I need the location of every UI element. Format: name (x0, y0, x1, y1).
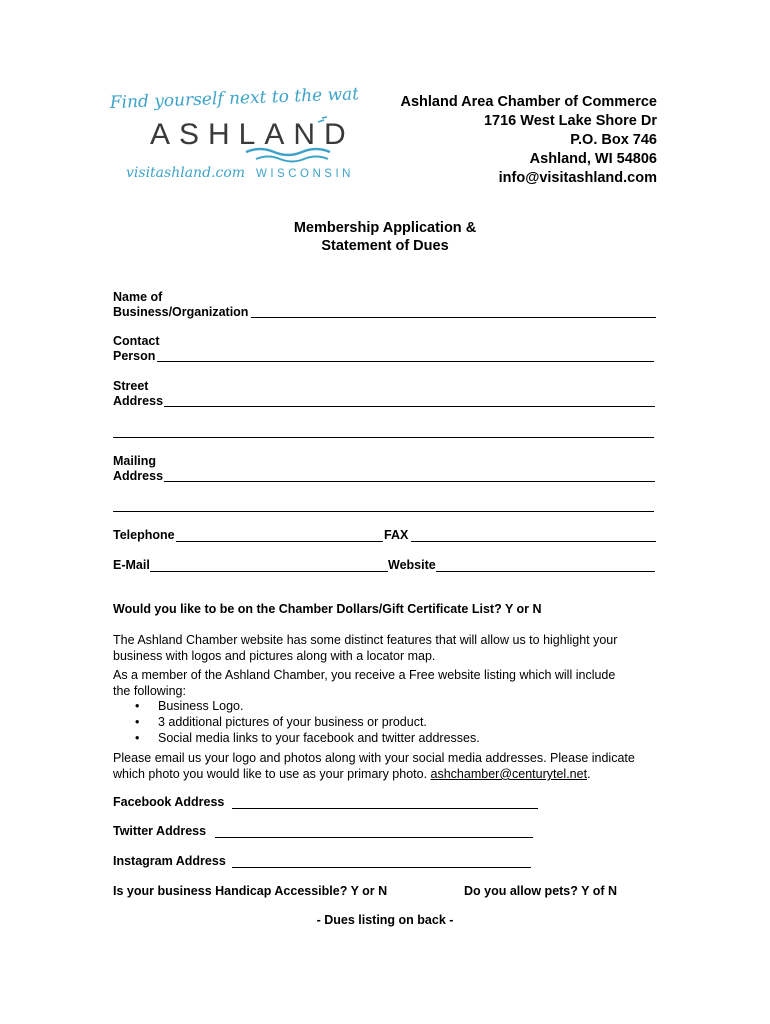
website-features-paragraph: The Ashland Chamber website has some distinct features that will allow us to highlight your business with logos and pictures along with a locator map. (113, 633, 618, 663)
telephone-field[interactable] (176, 541, 383, 542)
fax-field[interactable] (411, 541, 656, 542)
handicap-question: Is your business Handicap Accessible? Y or N (113, 884, 388, 898)
telephone-label: Telephone (113, 528, 175, 542)
page-title (0, 219, 770, 255)
org-city: Ashland, WI 54806 (529, 151, 657, 167)
list-item: • 3 additional pictures of your business or product. (113, 714, 633, 730)
org-street: 1716 West Lake Shore Dr (483, 113, 657, 129)
list-item: • Social media links to your facebook and twitter addresses. (113, 730, 633, 746)
chamber-email-link[interactable]: ashchamber@centurytel.net (430, 767, 588, 781)
org-po-box: P.O. Box 746 (570, 132, 657, 148)
mailing-address-field-2[interactable] (113, 511, 654, 512)
title-line-1: Membership Application & (293, 220, 477, 236)
website-label: Website (388, 558, 436, 572)
mailing-address-label: Mailing Address (113, 454, 164, 483)
logo-state: WISCONSIN (256, 168, 354, 180)
fax-label: FAX (384, 528, 409, 542)
contact-person-label: Contact Person (113, 334, 160, 363)
email-label: E-Mail (113, 558, 150, 572)
title-line-2: Statement of Dues (321, 238, 449, 254)
facebook-field[interactable] (232, 808, 538, 809)
street-address-label: Street Address (113, 379, 164, 408)
business-name-field[interactable] (251, 317, 656, 318)
logo-tagline: Find yourself next to the water. (109, 86, 358, 113)
org-email: info@visitashland.com (498, 170, 657, 186)
list-item: • Business Logo. (113, 698, 633, 714)
instagram-field[interactable] (232, 867, 531, 868)
logo-url: visitashland.com (126, 165, 246, 181)
twitter-field[interactable] (215, 837, 533, 838)
benefits-list (113, 698, 633, 746)
gift-certificate-question: Would you like to be on the Chamber Dollars/Gift Certificate List? Y or N (113, 602, 542, 616)
instagram-label: Instagram Address (113, 854, 226, 868)
facebook-label: Facebook Address (113, 795, 225, 809)
email-field[interactable] (150, 571, 388, 572)
street-address-field-2[interactable] (113, 437, 654, 438)
organization-address (400, 93, 657, 188)
ashland-logo-graphic (106, 86, 358, 186)
twitter-label: Twitter Address (113, 824, 207, 838)
free-listing-paragraph: As a member of the Ashland Chamber, you receive a Free website listing which will include the following: (113, 668, 616, 698)
pets-question: Do you allow pets? Y of N (464, 884, 618, 898)
mailing-address-field[interactable] (164, 481, 655, 482)
contact-person-field[interactable] (157, 361, 654, 362)
logo-name: ASHLAND (150, 118, 355, 151)
email-instructions-paragraph: Please email us your logo and photos along with your social media addresses. Please indicate which photo you would like to use as your primary photo. ashchamber@centurytel.net. (113, 751, 635, 781)
street-address-field[interactable] (164, 406, 655, 407)
business-name-label: Name of Business/Organization (113, 290, 249, 319)
website-field[interactable] (436, 571, 655, 572)
ashland-logo (106, 86, 358, 186)
footer-note: - Dues listing on back - (316, 913, 454, 927)
org-name: Ashland Area Chamber of Commerce (400, 94, 657, 110)
